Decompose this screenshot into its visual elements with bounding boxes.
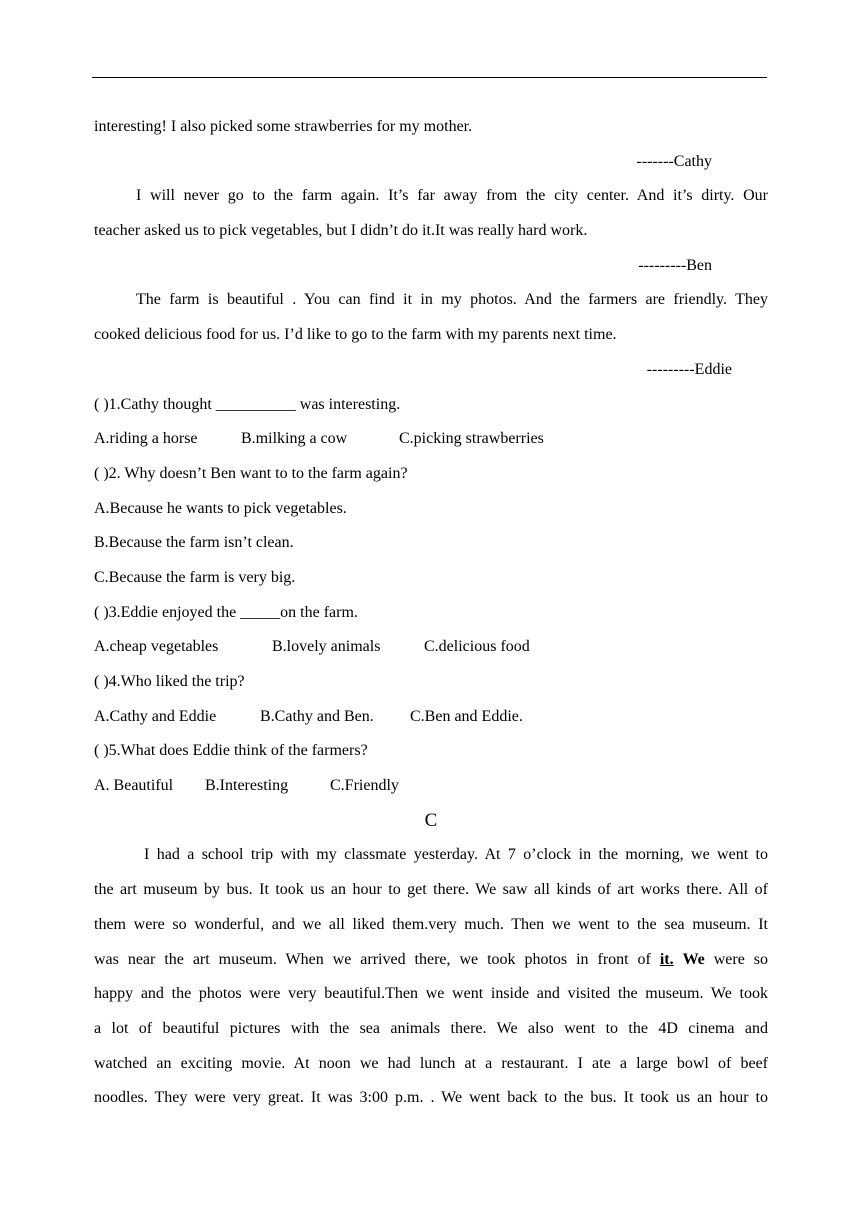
question-3-stem: ( )3.Eddie enjoyed the _____on the farm.: [94, 603, 358, 621]
cathy-signature: -------Cathy: [636, 152, 712, 170]
passage-c-line-1: I had a school trip with my classmate yesterday. At 7 o’clock in the morning, we went to: [144, 846, 768, 864]
question-1-options: [94, 422, 768, 457]
passage-c-underlined-it: it.: [659, 950, 674, 968]
question-4-option-c: C.Ben and Eddie.: [410, 707, 523, 725]
question-5-option-a: A. Beautiful: [94, 777, 174, 795]
question-1-stem: ( )1.Cathy thought __________ was interesting.: [94, 395, 401, 413]
passage-c-line-4: [94, 943, 768, 978]
eddie-text-line-1: The farm is beautiful . You can find it in my photos. And the farmers are friendly. They: [136, 291, 768, 309]
question-2-option-b: B.Because the farm isn’t clean.: [94, 534, 294, 552]
cathy-text-end: interesting! I also picked some strawberries for my mother.: [94, 118, 473, 135]
question-2-option-a: A.Because he wants to pick vegetables.: [94, 499, 347, 517]
passage-c-line-7: watched an exciting movie. At noon we had lunch at a restaurant. I ate a large bowl of beef: [94, 1054, 768, 1072]
passage-c-line-4-end: were so: [713, 950, 768, 968]
question-5-option-b: B.Interesting: [205, 777, 289, 795]
passage-c-line-3: them were so wonderful, and we all liked them.very much. Then we went to the sea museum. It: [94, 915, 768, 933]
question-2-stem: ( )2. Why doesn’t Ben want to to the farm again?: [94, 464, 408, 482]
question-4-option-a: A.Cathy and Eddie: [94, 707, 217, 725]
question-3-option-a: A.cheap vegetables: [94, 638, 219, 656]
passage-c-line-4-start: was near the art museum. When we arrived there, we took photos in front of: [94, 950, 651, 968]
eddie-text-line-2: cooked delicious food for us. I’d like to go to the farm with my parents next time.: [94, 326, 617, 344]
passage-c-line-2: the art museum by bus. It took us an hour to get there. We saw all kinds of art works there. All of: [94, 881, 768, 899]
question-1-option-c: C.picking strawberries: [399, 430, 544, 448]
passage-c-line-6: a lot of beautiful pictures with the sea animals there. We also went to the 4D cinema and: [94, 1019, 768, 1037]
question-3-option-b: B.lovely animals: [272, 638, 381, 656]
header-rule: [92, 77, 767, 78]
passage-c-bold-we: We: [682, 950, 705, 968]
question-2-option-c: C.Because the farm is very big.: [94, 568, 296, 586]
question-4-stem: ( )4.Who liked the trip?: [94, 673, 245, 690]
eddie-signature: ---------Eddie: [646, 360, 732, 378]
question-5-stem: ( )5.What does Eddie think of the farmers?: [94, 742, 368, 760]
question-3-options: [94, 630, 768, 665]
question-1-option-a: A.riding a horse: [94, 430, 198, 448]
question-4-options: [94, 700, 768, 735]
question-4-option-b: B.Cathy and Ben.: [260, 707, 374, 725]
ben-text-line-1: I will never go to the farm again. It’s far away from the city center. And it’s dirty. Our: [136, 187, 768, 205]
question-5-option-c: C.Friendly: [330, 777, 399, 795]
question-1-option-b: B.milking a cow: [241, 430, 348, 448]
ben-signature: ---------Ben: [638, 256, 712, 274]
ben-text-line-2: teacher asked us to pick vegetables, but I didn’t do it.It was really hard work.: [94, 222, 588, 240]
passage-c-heading: C: [424, 809, 438, 831]
document-body: [94, 110, 768, 1116]
question-3-option-c: C.delicious food: [424, 638, 530, 656]
question-5-options: [94, 769, 768, 804]
passage-c-line-8: noodles. They were very great. It was 3:00 p.m. . We went back to the bus. It took us an hour to: [94, 1089, 768, 1107]
passage-c-line-5: happy and the photos were very beautiful.Then we went inside and visited the museum. We took: [94, 985, 768, 1003]
